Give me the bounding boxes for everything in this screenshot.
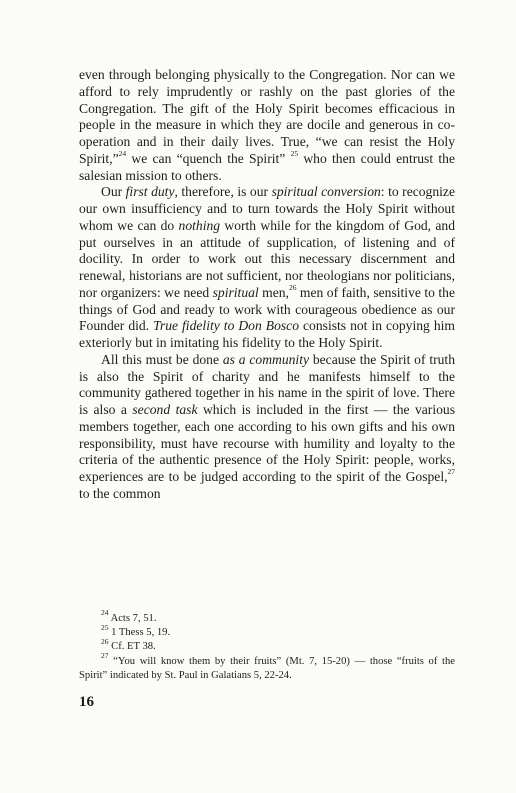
footnote: $^{25}$ 1 Thess 5, 19. [101,622,171,639]
footnote-number: 25 [101,622,109,632]
emphasis: True fidelity to Don Bosco [153,318,300,334]
emphasis: spiritual conversion [271,184,381,200]
emphasis: nothing [178,217,221,233]
main-text [79,67,455,503]
footnote-ref-25: 25 [290,149,299,159]
emphasis: as a community [222,351,310,367]
footnote: $^{27}$ “You will know them by their fruits” (Mt. 7, 15-20) — those “fruits of the Spirit” indicated by St. Paul in Galatians 5, 22-24. [79,651,455,681]
paragraph-1: even through belonging physically to the Congregation. Nor can we afford to rely imprudently or rashly on the past glories of the Congregation. The gift of the Holy Spirit becomes efficacious in people in the measure in which they are docile and generous in co-operation and in their daily lives. True, “we can resist the Holy Spirit,”$^{24}$ we can “quench the Spirit” $^{25}$ who then could entrust the salesian mission to others. [79,67,455,183]
footnotes [79,608,455,683]
paragraph-2: Our first duty, therefore, is our spiritual conversion: to recognize our own insufficiency and to turn towards the Holy Spirit without whom we can do nothing worth while for the kingdom of God, and put ourselves in an attitude of supplication, of listening and of docility. In order to work out this necessary discernment and renewal, historians are not sufficient, nor theologians nor politicians, nor organizers: we need spiritual men,$^{26}$ men of faith, sensitive to the things of God and ready to work with courageous obedience as our Founder did. True fidelity to Don Bosco consists not in copying him exteriorly but in imitating his fidelity to the Holy Spirit. [79,184,456,350]
footnote-number: 24 [101,608,109,618]
paragraph-3: All this must be done as a community because the Spirit of truth is also the Spirit of charity and he manifests himself to the community gathered together in his name in the spirit of love. There is also a second task which is included in the first — the various members together, each one according to his own gifts and his own responsibility, must have recourse with humility and loyalty to the criteria of the authentic presence of the Holy Spirit: people, works, experiences are to be judged according to the spirit of the Gospel,$^{27}$ to the common [79,351,455,501]
footnote: $^{26}$ Cf. ET 38. [101,636,156,653]
emphasis: first duty [125,184,175,200]
footnote: $^{24}$ Acts 7, 51. [101,608,157,624]
footnote-number: 27 [101,651,109,661]
footnote-number: 26 [101,636,109,646]
footnote-ref-27: 27 [447,467,455,477]
footnote-ref-26: 26 [288,283,297,293]
footnote-ref-24: 24 [118,149,127,159]
emphasis: second task [132,402,198,417]
emphasis: spiritual [212,284,259,300]
page-number: 16 [79,694,94,710]
